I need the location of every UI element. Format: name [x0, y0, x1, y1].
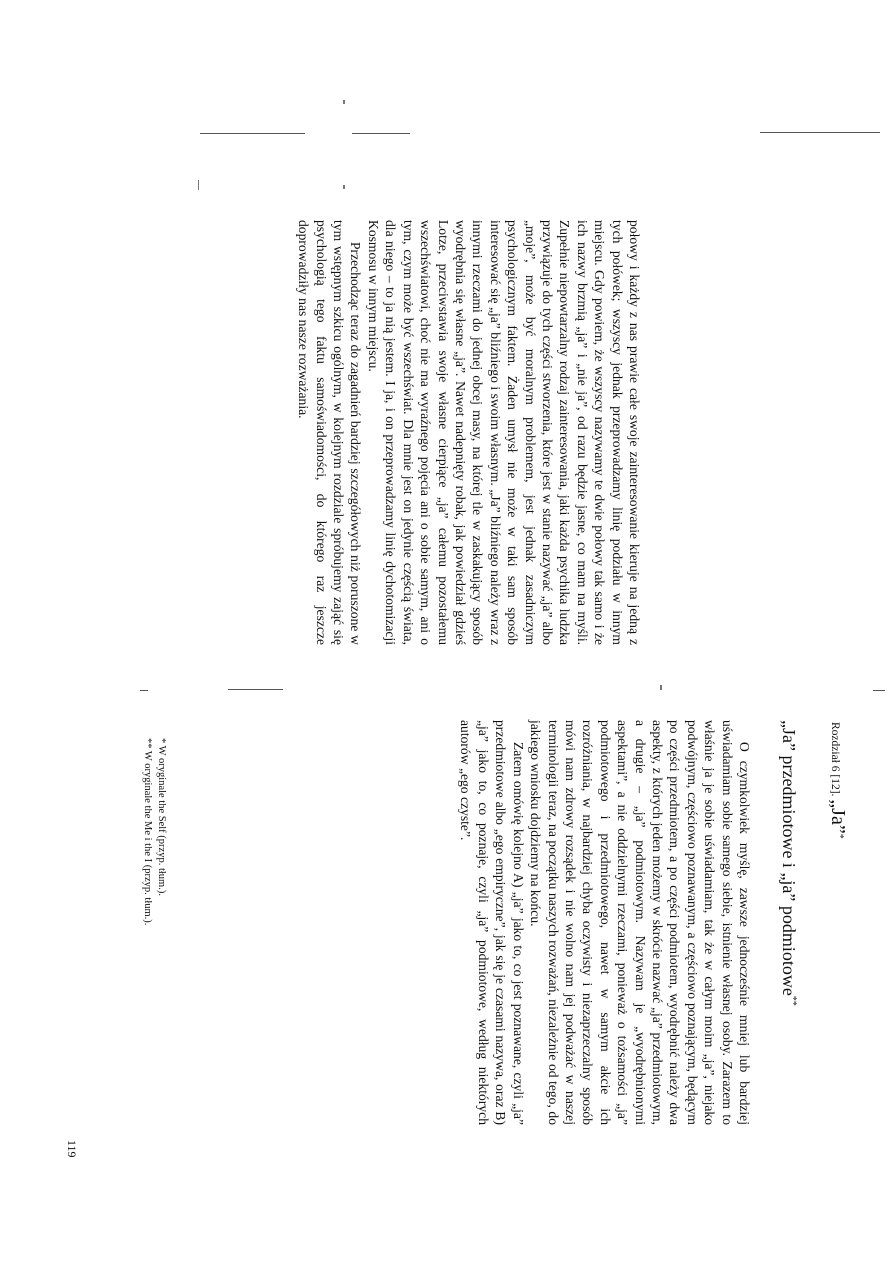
running-head [826, 722, 849, 839]
scan-artifact-rule [873, 690, 885, 691]
scan-artifact-rule [760, 132, 880, 133]
running-head-label: Rozdział 6 [12]. [829, 722, 841, 797]
section-title [778, 720, 799, 1006]
running-head-title: „Ja” [827, 799, 849, 834]
footnote: * W oryginale the Self (przyp. tłum.). [156, 738, 167, 896]
footnote: ** W oryginale the Me i the I (przyp. tłum.). [142, 738, 153, 926]
text-column-first [457, 720, 753, 1125]
scan-artifact-rule [140, 690, 148, 691]
scan-artifact-speck [343, 100, 345, 104]
running-head-marker: * [833, 833, 845, 839]
section-title-text: „Ja” przedmiotowe i „ja” podmiotowe [779, 720, 799, 996]
scan-artifact-rule [228, 689, 283, 690]
scan-artifact-rule [352, 133, 410, 134]
footnotes [140, 738, 168, 1128]
section-title-marker: ** [787, 995, 798, 1006]
paragraph: Zatem omówię kolejno A) „ja” jako to, co jest poznawane, czyli „ja” przedmiotowe albo „ego empiryczne”, jak się je czasami nazywa, oraz B) „ja” jako to, co poznaje, czyli „ja” podmiotowe, według niektórych autorów „ego czyste”. [458, 720, 526, 1125]
paragraph: Przechodząc teraz do zagadnień bardziej szczegółowych niż poruszone w tym wstępnym szkicu ogólnym, w kolejnym rozdziale spróbujemy zająć się psychologią tego faktu samoświadomości, do którego raz jeszcze doprowadziły nas nasze rozważania. [296, 220, 364, 645]
text-column-second [295, 220, 643, 645]
scan-artifact-speck [660, 685, 662, 690]
scan-artifact-speck [343, 185, 345, 189]
scan-artifact-speck [198, 180, 199, 190]
paragraph: połowy i każdy z nas prawie całe swoje zainteresowanie kieruje na jedną z tych połówek; wszyscy jednak przeprowadzamy linię podziału w innym miejscu. Gdy powiem, że wszyscy nazywamy te dwie połowy tak samo i że ich nazwy brzmią „ja” i „nie ja”, od razu będzie jasne, co mam na myśli. Zupełnie niepowtarzalny rodzaj zainteresowania, jaki każda psychika ludzka przywiązuje do tych części stworzenia, które jest w stanie nazywać „ja” albo „moje”, może być moralnym problemem, jest jednak zasadniczym psychologicznym faktem. Żaden umysł nie może w taki sam sposób interesować się „ja” bliźniego i swoim własnym. „Ja” bliźniego należy wraz z innymi rzeczami do jednej obcej masy, na której tle w zaskakujący sposób wyodrębnia się własne „ja”. Nawet nadepnięty robak, jak powiedział gdzieś Lotze, przeciwstawia swoje własne cierpiące „ja” całemu pozostałemu wszechświatowi, choć nie ma wyraźnego pojęcia ani o sobie samym, ani o tym, czym może być wszechświat. Dla mnie jest on jedynie częścią świata, dla niego – to ja nią jestem. I ja, i on przeprowadzamy linię dychotomizacji Kosmosu w innym miejscu. [365, 220, 642, 645]
scan-artifact-rule [200, 133, 305, 134]
page-number: 119 [65, 1140, 79, 1158]
paragraph: O czymkolwiek myślę, zawsze jednocześnie mniej lub bardziej uświadamiam sobie samego siebie, istnienie własnej osoby. Zarazem to właśnie ja je sobie uświadamiam, tak że w całym moim „ja”, niejako podwójnym, częściowo poznawanym, a częściowo poznającym, będącym po części przedmiotem, a po części podmiotem, wyodrębnić należy dwa aspekty, z których jeden możemy w skrócie nazwać „ja” przedmiotowym, a drugie – „ja” podmiotowym. Nazywam je „wyodrębnionymi aspektami”, a nie oddzielnymi rzeczami, ponieważ o tożsamości „ja” podmiotowego i przedmiotowego, nawet w samym akcie ich rozróżniania, w najbardziej chyba oczywisty i niezaprzeczalny sposób mówi nam zdrowy rozsądek i nie wolno nam jej podważać w naszej terminologii teraz, na początku naszych rozważań, niezależnie od tego, do jakiego wniosku dojdziemy na końcu. [528, 720, 752, 1125]
